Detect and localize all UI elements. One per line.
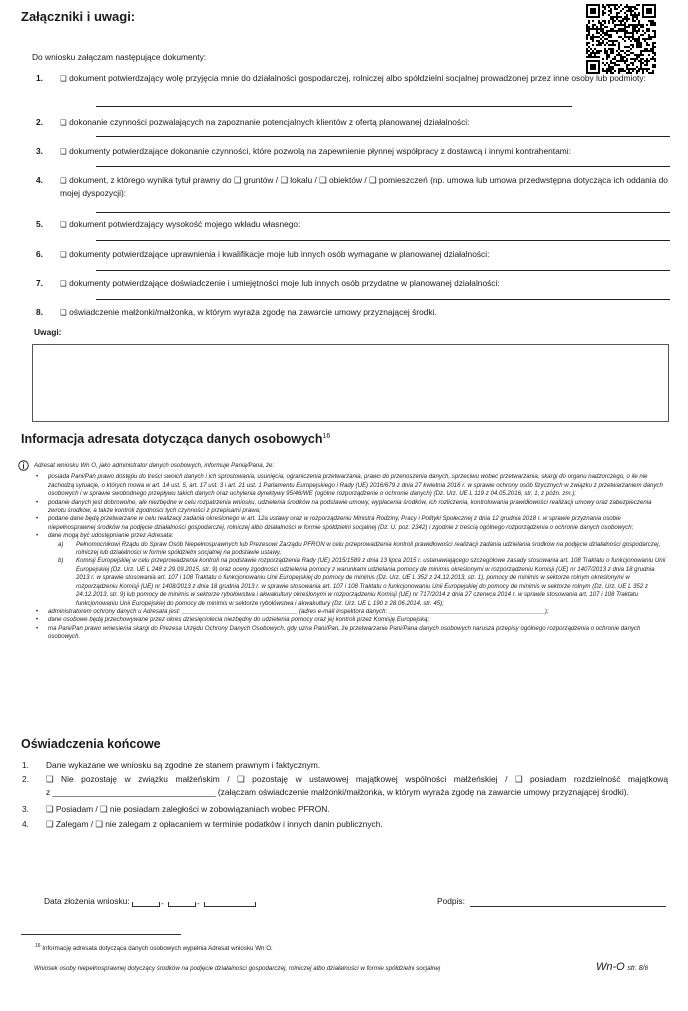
info-bullet: • dane osobowe będą przechowywane przez okres dziesięciolecia niezbędny do udzielenia pomocy oraz jej kontroli przez Komisję Europejską; — [36, 616, 430, 624]
attachment-text: oświadczenie małżonki/małżonka, w którym wyraża zgodę na zawarcie umowy przyznającej środki. — [69, 307, 437, 317]
attachment-item — [36, 145, 670, 167]
date-month-field[interactable] — [168, 902, 196, 907]
personal-data-info — [34, 462, 666, 642]
remarks-label: Uwagi: — [34, 327, 62, 337]
checkbox-icon[interactable]: ❑ — [60, 250, 67, 259]
fill-line[interactable] — [96, 240, 670, 241]
attachment-text: dokument potwierdzający wysokość mojego wkładu własnego: — [69, 219, 301, 229]
fill-line[interactable] — [96, 299, 670, 300]
checkbox-icon[interactable]: ❑ — [60, 308, 67, 317]
declaration-text: Dane wykazane we wniosku są zgodne ze stanem prawnym i faktycznym. — [46, 760, 321, 770]
item-number: 4. — [36, 175, 43, 185]
attachment-item — [36, 218, 670, 242]
qr-code — [586, 4, 656, 74]
checkbox-icon[interactable]: ❑ — [60, 279, 67, 288]
section-title-declarations: Oświadczenia końcowe — [21, 737, 161, 751]
footnote: $^{16}$ Informację adresata dotycząca danych osobowych wypełnia Adresat wniosku Wn O. — [35, 943, 273, 953]
item-number: 5. — [36, 219, 43, 229]
info-sub-bullet: b) Komisji Europejskiej w celu przeprowadzenia kontroli na podstawie rozporządzenia Rady (UE) 2015/1589 z dnia 13 lipca 2015 r. ustanawiającego szczegółowe zasady stosowania art. 108 Traktatu o funkcjonowaniu Unii Europejskiej (Dz. Urz. UE L 248 z 29.09.2015, str. 9) oraz oceny zgodności udzielenia pomocy z warunkami udzielania pomocy de minimis określonymi w rozporządzeniu Komisji (UE) nr 1407/2013 z dnia 18 grudnia 2013 r. w sprawie stosowania art. 107 i 108 Traktatu o funkcjonowaniu Unii Europejskiej do pomocy de minimis (Dz. Urz. UE L 352 z 24.12.2013, str. 1), pomocy de minimis w sektorze rolnym określonymi w rozporządzeniu Komisji (UE) nr 1408/2013 z dnia 18 grudnia 2013 r. w sprawie stosowania art. 107 i 108 Traktatu o funkcjonowaniu Unii Europejskiej do pomocy de minimis w sektorze rolnym (Dz. Urz. UE L 352 z 24.12.2013, str. 9) lub pomocy de minimis w sektorze rybołówstwa i akwakultury określonymi w rozporządzeniu Komisji (UE) nr 717/2014 z dnia 27 czerwca 2014 r. w sprawie stosowania art. 107 i 108 Traktatu funkcjonowaniu Unii Europejskiej do pomocy de minimis w sektorze rybołówstwa i akwakultury (Dz. Urz. UE L 190 z 28.06.2014, str. 45); — [58, 557, 666, 607]
checkbox-icon[interactable]: ❑ — [60, 74, 67, 83]
fill-line[interactable] — [96, 136, 670, 137]
checkbox-icon[interactable]: ❑ — [60, 176, 67, 185]
attachment-text: dokument potwierdzający wolę przyjęcia mnie do działalności gospodarczej, rolniczej albo spółdzielni socjalnej prowadzonej przez inne osoby lub podmioty: — [69, 73, 646, 83]
spouse-consent-line[interactable]: z ___________________________________ (załączam oświadczenie małżonki/małżonka, w którym wyraża zgodę na zawarcie umowy przyznającej środki). — [46, 787, 629, 797]
footnote-divider — [21, 934, 181, 935]
attachment-text: dokonanie czynności pozwalających na zapoznanie potencjalnych klientów z ofertą planowanej działalności: — [69, 117, 470, 127]
attachment-item — [36, 116, 670, 138]
attachment-item — [36, 174, 670, 214]
footnote-ref: 16 — [322, 432, 331, 440]
attachment-item — [36, 248, 670, 272]
fill-line[interactable] — [96, 212, 670, 213]
info-icon — [18, 460, 29, 471]
info-bullet: • dane mogą być udostępnianie przez Adresata: — [36, 532, 174, 540]
section-title-personal-data: Informacja adresata dotycząca danych osobowych$^{16}$ — [21, 432, 331, 446]
item-number: 8. — [36, 307, 43, 317]
item-number: 3. — [36, 146, 43, 156]
attachment-text: dokumenty potwierdzające uprawnienia i kwalifikacje moje lub innych osób wymagane w planowanej działalności: — [69, 249, 490, 259]
signature-label: Podpis: — [437, 896, 465, 906]
attachment-text: dokumenty potwierdzające dokonanie czynności, które pozwolą na zapewnienie płynnej współpracy z dostawcą i innymi kontrahentami: — [69, 146, 571, 156]
tax-arrears-options[interactable]: ❑ Zalegam / ❑ nie zalegam z opłacaniem w terminie podatków i innych danin publicznych. — [46, 819, 383, 829]
checkbox-icon[interactable]: ❑ — [60, 147, 67, 156]
fill-line[interactable] — [96, 106, 572, 107]
info-bullet: • podanie danych jest dobrowolne, ale niezbędne w celu rozpatrzenia wniosku, udzielenia środków na podstawie umowy, wypłacenia środków, ich rozliczenia, kontrolowania prawidłowości realizacji umowy oraz zabezpieczenia zwrotu środków, a także kontroli zgodności tych czynności z przepisami prawa; — [36, 498, 652, 515]
marital-status-options[interactable]: ❑ Nie pozostaję w związku małżeńskim / ❑ pozostaję w ustawowej majątkowej wspólności małżeńskiej / ❑ posiadam rozdzielność majątkową — [46, 774, 668, 784]
date-year-field[interactable] — [204, 902, 256, 907]
info-bullet: • posiada Pani/Pan prawo dostępu do treści swoich danych i ich sprostowania, usunięcia, ograniczenia przetwarzania, prawo do przenoszenia danych, sprzeciwu wobec przetwarzania, skargi do organu nadzorczego, o ile nie zachodzą sytuacje, o których mowa w art. 14 ust. 5, art. 17 ust. 3 i art. 21 ust. 1 Parlamentu Europejskiego i Rady (UE) 2016/679 z dnia 27 kwietnia 2016 r. w sprawie ochrony osób fizycznych w związku z przetwarzaniem danych osobowych i w sprawie swobodnego przepływu takich danych oraz uchylenia dyrektywy 95/46/WE (ogólne rozporządzenie o ochronie danych) (Dz. Urz. UE L 119 z 04.05.2016, str. 1, z późn. zm.); — [36, 473, 663, 498]
attachments-lead: Do wniosku załączam następujące dokumenty: — [32, 52, 207, 62]
item-number: 2. — [36, 117, 43, 127]
attachment-item — [36, 277, 670, 301]
signature-field[interactable] — [470, 906, 666, 907]
checkbox-icon[interactable]: ❑ — [60, 220, 67, 229]
checkbox-icon[interactable]: ❑ — [60, 118, 67, 127]
item-number: 1. — [36, 73, 43, 83]
date-day-field[interactable] — [132, 902, 160, 907]
page-footer: Wniosek osoby niepełnosprawnej dotyczący środków na podjęcie działalności gospodarczej, rolniczej albo działalności w formie spółdzielni socjalnej — [34, 965, 441, 972]
remarks-textarea[interactable] — [32, 344, 669, 422]
section-title-attachments: Załączniki i uwagi: — [21, 9, 136, 24]
info-bullet: • podane dane będą przetwarzane w celu realizacji zadania określonego w art. 12a ustawy oraz w rozporządzeniu Ministra Rodziny, Pracy i Polityki Społecznej z dnia 12 grudnia 2018 r. w sprawie przyznania osobie niepełnosprawnej środków na podjęcie działalności gospodarczej, rolniczej albo działalności w formie spółdzielni socjalnej (Dz. U. poz. 2342) i zgodnie z treścią ogólnego rozporządzenia o ochronie danych osobowych; — [36, 515, 634, 531]
info-bullet: • administratorem ochrony danych u Adresata jest: __________________________________ (adres e-mail inspektora danych: ______________________________________________); — [36, 607, 549, 615]
attachment-item — [36, 72, 670, 106]
attachment-item — [36, 306, 670, 320]
attachment-text: dokumenty potwierdzające doświadczenie i umiejętności moje lub innych osób przydatne w planowanej działalności: — [69, 278, 500, 288]
item-number: 7. — [36, 278, 43, 288]
page-number: Wn-O str. 8/8 — [596, 961, 648, 973]
fill-line[interactable] — [96, 166, 670, 167]
date-label: Data złożenia wniosku: — [44, 896, 130, 906]
attachment-text: dokument, z którego wynika tytuł prawny do ❑ gruntów / ❑ lokalu / ❑ obiektów / ❑ pomieszczeń (np. umowa lub umowa przedwstępna dotycząca ich oddania do mojej dyspozycji): — [60, 175, 668, 198]
info-bullet: • ma Pani/Pan prawo wniesienia skargi do Prezesa Urzędu Ochrony Danych Osobowych, gdy uzna Pani/Pan, że przetwarzanie Pani/Pana danych osobowych narusza przepisy ogólnego rozporządzenia o ochronie danych osobowych. — [36, 624, 641, 641]
item-number: 6. — [36, 249, 43, 259]
personal-data-intro: Adresat wniosku Wn O, jako administrator danych osobowych, informuje Panią/Pana, że: — [34, 462, 275, 469]
info-sub-bullet: a) Pełnomocnikowi Rządu do Spraw Osób Niepełnosprawnych lub Prezesowi Zarządu PFRON w celu przeprowadzenia kontroli prawidłowości realizacji zadania udzielania środków na podjęcie działalności gospodarczej, rolniczej lub działalności w formie spółdzielni socjalnej na podstawie ustawy, — [58, 540, 661, 557]
pfron-arrears-options[interactable]: ❑ Posiadam / ❑ nie posiadam zaległości w zobowiązaniach wobec PFRON. — [46, 804, 330, 814]
fill-line[interactable] — [96, 270, 670, 271]
